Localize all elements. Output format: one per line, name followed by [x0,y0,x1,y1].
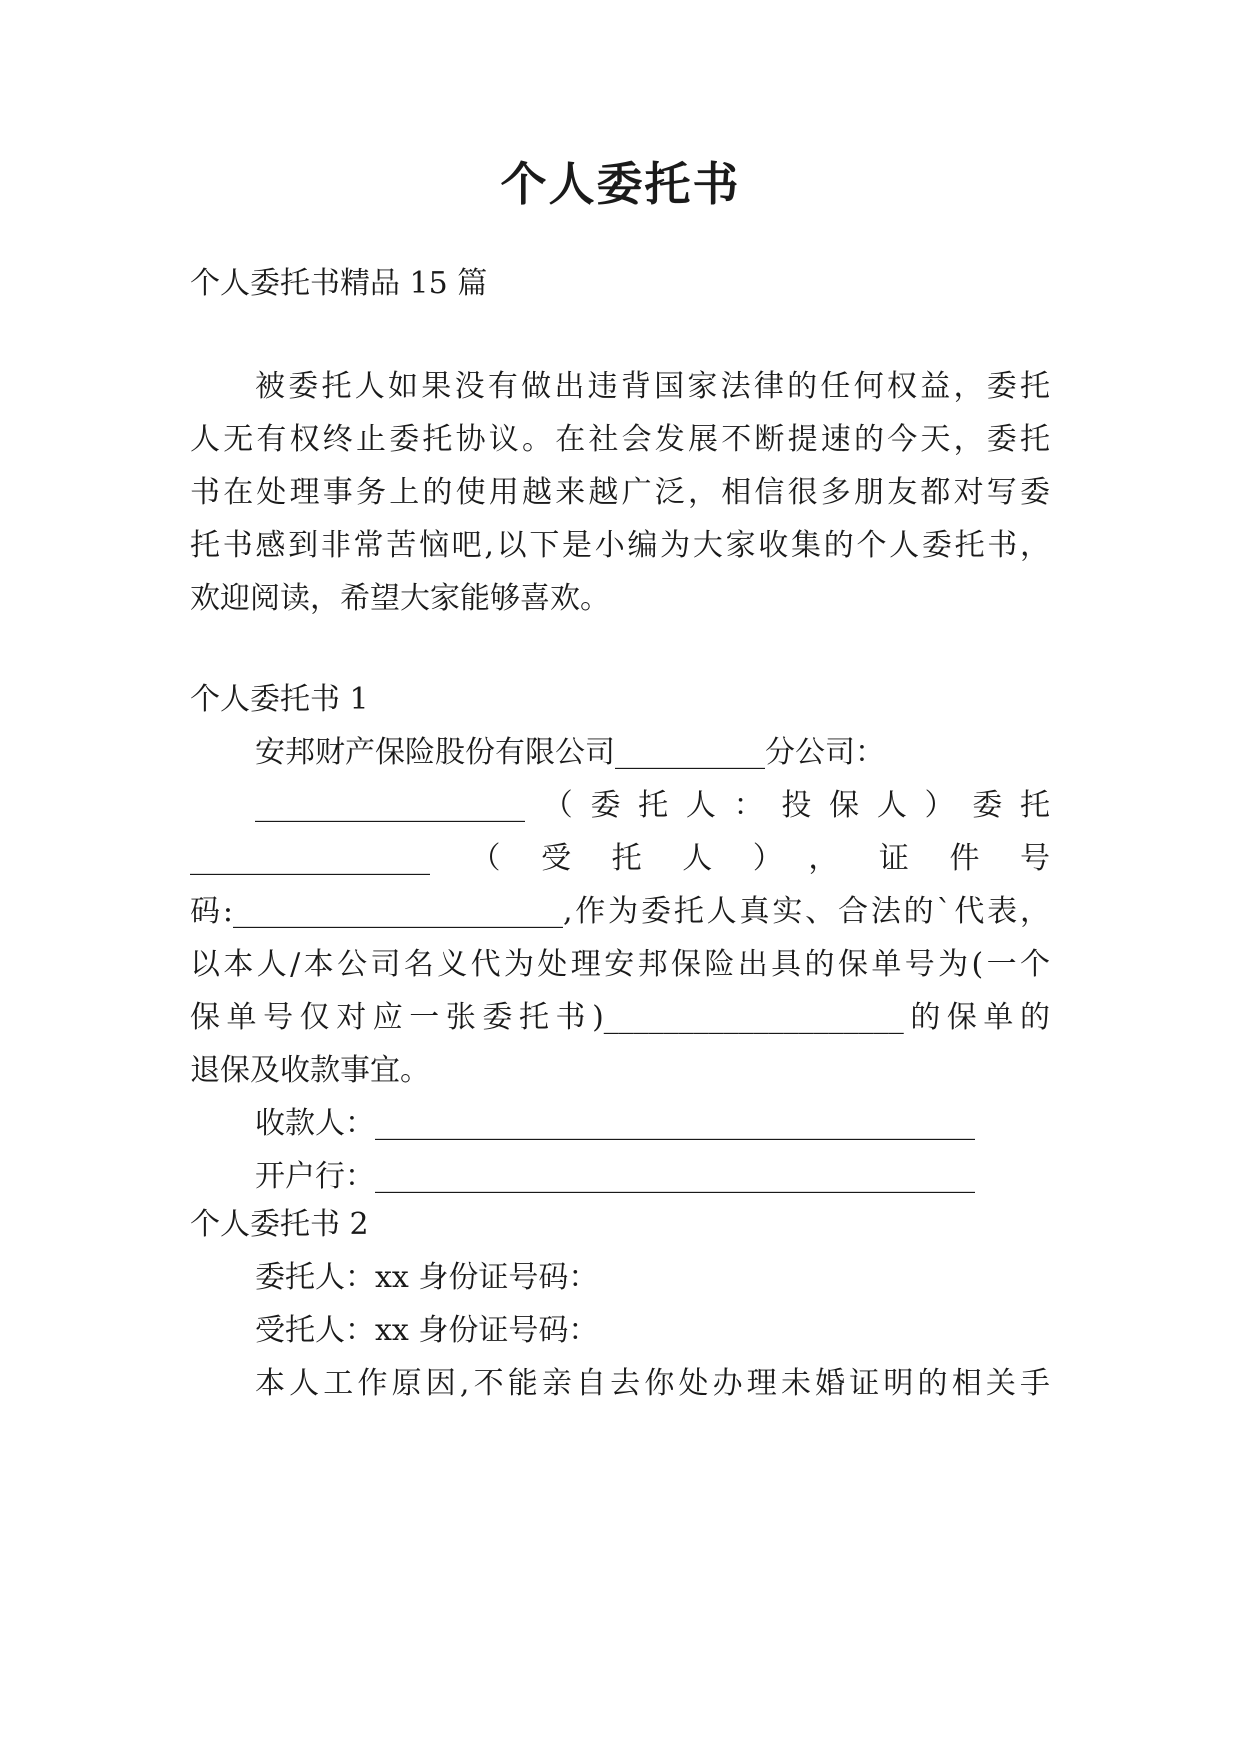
intro-line-4: 托书感到非常苦恼吧,以下是小编为大家收集的个人委托书， [190,528,1050,563]
intro-line-1: 被委托人如果没有做出违背国家法律的任何权益，委托 [255,369,1050,404]
section2-line-1: 委托人：xx 身份证号码： [255,1260,599,1295]
section1-heading: 个人委托书 1 [190,682,369,717]
section1-line-6: 保单号仅对应一张委托书)____________________的保单的 [190,1000,1050,1035]
document-title: 个人委托书 [500,157,741,211]
section1-bank-line: 开户行：________________________________________ [255,1159,975,1194]
section1-line-4: 码:______________________,作为委托人真实、合法的`代表， [190,894,1050,929]
document-subtitle: 个人委托书精品 15 篇 [190,266,488,301]
section1-line-5: 以本人/本公司名义代为处理安邦保险出具的保单号为(一个 [190,947,1050,982]
intro-line-5: 欢迎阅读，希望大家能够喜欢。 [190,581,610,616]
section1-line-7: 退保及收款事宜。 [190,1053,430,1088]
section1-payee-line: 收款人：________________________________________ [255,1106,975,1141]
section2-line-2: 受托人：xx 身份证号码： [255,1313,599,1348]
section2-heading: 个人委托书 2 [190,1207,369,1242]
intro-line-3: 书在处理事务上的使用越来越广泛，相信很多朋友都对写委 [190,475,1050,510]
section1-line-3: ________________（受托人），证件号 [190,841,1050,876]
intro-line-2: 人无有权终止委托协议。在社会发展不断提速的今天，委托 [190,422,1050,457]
section1-line-1: 安邦财产保险股份有限公司__________分公司： [255,735,885,770]
section2-line-3: 本人工作原因,不能亲自去你处办理未婚证明的相关手 [255,1366,1050,1401]
section1-line-2: __________________（委托人：投保人）委托 [255,788,1050,823]
